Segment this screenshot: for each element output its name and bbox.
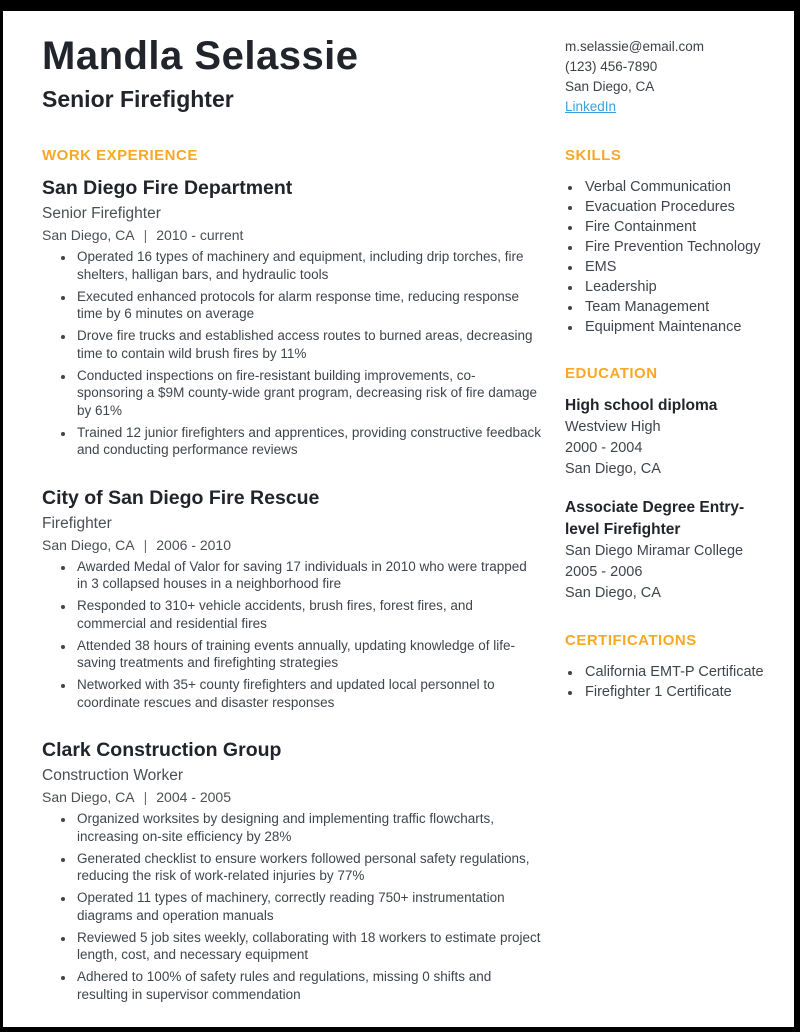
job-dates: 2004 - 2005: [156, 789, 231, 805]
skill-item: • Verbal Communication: [582, 177, 776, 197]
skill-item: • Team Management: [582, 297, 776, 317]
job-meta: [42, 789, 541, 805]
section-label-work-experience: WORK EXPERIENCE: [42, 147, 198, 164]
resume-header: [42, 33, 776, 117]
meta-separator: |: [143, 536, 148, 553]
education-location: San Diego, CA: [565, 461, 661, 477]
job-dates: 2006 - 2010: [156, 536, 231, 553]
skill-item: • Equipment Maintenance: [582, 317, 776, 337]
job-bullet: • Awarded Medal of Valor for saving 17 individuals in 2010 who were trapped in 3 collapsed houses in a neighborhood fire: [75, 558, 541, 593]
job-entry: [42, 487, 541, 712]
meta-separator: |: [143, 227, 148, 243]
job-bullet: • Operated 16 types of machinery and equipment, including drip torches, fire shelters, halligan bars, and hydraulic tools: [75, 248, 541, 283]
resume-body: [42, 147, 776, 1008]
education-dates: 2000 - 2004: [565, 440, 643, 456]
job-bullet-list: [42, 248, 541, 459]
skill-item: • Fire Prevention Technology: [582, 237, 776, 257]
certification-item: • Firefighter 1 Certificate: [582, 682, 776, 702]
job-role: Senior Firefighter: [42, 205, 161, 222]
job-bullet: • Conducted inspections on fire-resistant building improvements, co-sponsoring a $9M county-wide grant program, decreasing risk of fire damage by 61%: [75, 367, 541, 420]
job-bullet: • Generated checklist to ensure workers followed personal safety regulations, reducing the risk of work-related injuries by 77%: [75, 850, 541, 885]
section-label-skills: SKILLS: [565, 147, 622, 164]
contact-location: San Diego, CA: [565, 79, 655, 94]
job-meta: [42, 227, 541, 243]
job-company: San Diego Fire Department: [42, 177, 293, 199]
education-school: San Diego Miramar College: [565, 543, 744, 559]
job-bullet: • Attended 38 hours of training events annually, updating knowledge of life-saving treatments and firefighting strategies: [75, 637, 541, 672]
job-bullet: • Trained 12 junior firefighters and apprentices, providing constructive feedback and conducting performance reviews: [75, 424, 541, 459]
skill-item: • Leadership: [582, 277, 776, 297]
certifications-list: [565, 662, 776, 702]
skill-item: • Evacuation Procedures: [582, 197, 776, 217]
skills-section: [565, 147, 776, 337]
job-bullet-list: [42, 558, 541, 712]
job-company: Clark Construction Group: [42, 739, 282, 761]
job-location: San Diego, CA: [42, 536, 135, 553]
person-job-title: Senior Firefighter: [42, 86, 234, 112]
section-label-education: EDUCATION: [565, 365, 658, 382]
job-bullet: • Executed enhanced protocols for alarm response time, reducing response time by 6 minutes on average: [75, 288, 541, 323]
section-label-certifications: CERTIFICATIONS: [565, 632, 697, 649]
education-degree: Associate Degree Entry-level Firefighter: [565, 499, 745, 538]
job-role: Firefighter: [42, 514, 112, 532]
contact-block: [565, 33, 776, 117]
job-role: Construction Worker: [42, 767, 183, 784]
skill-item: • Fire Containment: [582, 217, 776, 237]
work-experience-column: [42, 147, 541, 1008]
job-entry: [42, 177, 541, 459]
header-name-block: [42, 33, 541, 117]
education-degree: High school diploma: [565, 397, 718, 414]
job-bullet: • Reviewed 5 job sites weekly, collaborating with 18 workers to estimate project length, cost, and necessary equipment: [75, 929, 541, 964]
skill-item: • EMS: [582, 257, 776, 277]
education-dates: 2005 - 2006: [565, 564, 643, 580]
job-location: San Diego, CA: [42, 789, 135, 805]
job-bullet: • Organized worksites by designing and implementing traffic flowcharts, increasing on-site efficiency by 28%: [75, 810, 541, 845]
education-entry: [565, 497, 776, 604]
job-bullet-list: [42, 810, 541, 1003]
job-meta: [42, 537, 541, 553]
education-school: Westview High: [565, 419, 661, 435]
certification-item: • California EMT-P Certificate: [582, 662, 776, 682]
job-bullet: • Responded to 310+ vehicle accidents, brush fires, forest fires, and commercial and residential fires: [75, 597, 541, 632]
certifications-section: [565, 632, 776, 702]
linkedin-link[interactable]: LinkedIn: [565, 99, 617, 114]
skills-list: [565, 177, 776, 337]
job-bullet: • Adhered to 100% of safety rules and regulations, missing 0 shifts and resulting in supervisor commendation: [75, 968, 541, 1003]
sidebar-column: [565, 147, 776, 1008]
job-bullet: • Drove fire trucks and established access routes to burned areas, decreasing time to contain wild brush fires by 11%: [75, 327, 541, 362]
job-bullet: • Networked with 35+ county firefighters and updated local personnel to coordinate rescues and disaster responses: [75, 676, 541, 711]
job-dates: 2010 - current: [156, 227, 244, 243]
job-location: San Diego, CA: [42, 227, 135, 243]
education-entry: [565, 395, 776, 480]
meta-separator: |: [143, 789, 148, 805]
job-bullet: • Operated 11 types of machinery, correctly reading 750+ instrumentation diagrams and operation manuals: [75, 889, 541, 924]
contact-phone: (123) 456-7890: [565, 59, 658, 74]
resume-page: [3, 11, 794, 1027]
education-section: [565, 365, 776, 604]
job-entry: [42, 739, 541, 1003]
job-company: City of San Diego Fire Rescue: [42, 486, 320, 509]
contact-email: m.selassie@email.com: [565, 39, 704, 54]
person-name: Mandla Selassie: [42, 34, 359, 78]
education-location: San Diego, CA: [565, 585, 661, 601]
